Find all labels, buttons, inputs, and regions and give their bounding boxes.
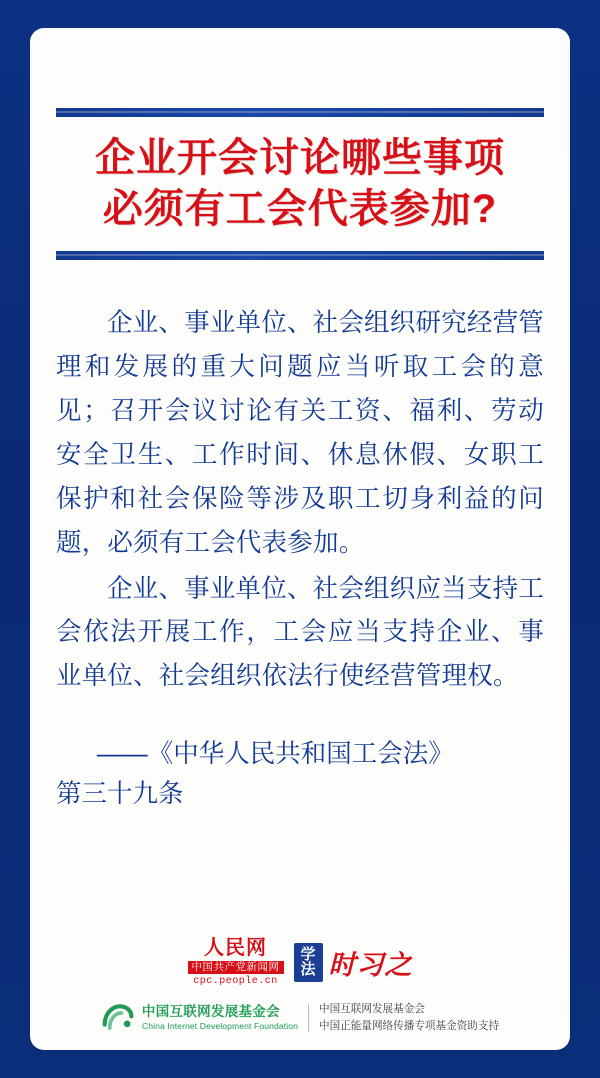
cidf-logo-icon [101,1003,135,1033]
source-line-2: 第三十九条 [56,779,184,808]
poster-card [30,28,570,1050]
shixizhi-text: 时习之 [328,949,413,980]
title-line-2: 必须有工会代表参加? [102,187,498,232]
body-text [56,302,544,701]
xuefa-badge-line-1: 学 [300,945,316,963]
source-line-1: ——《中华人民共和国工会法》 [96,740,454,769]
page-title [56,133,544,235]
source-citation [56,735,544,814]
paragraph-2: 企业、事业单位、社会组织应当支持工会依法开展工作，工会应当支持企业、事业单位、社会组织依法行使经营管理权。 [56,574,544,691]
people-cn-logo[interactable] [188,938,284,988]
logo-row-primary [56,938,544,988]
cidf-logo-text [142,1004,309,1032]
logo-area [56,930,544,1034]
title-divider-top [56,108,544,117]
xuefa-shixizhi-logo[interactable] [294,943,413,983]
title-block [56,94,544,276]
support-line-1: 中国互联网发展基金会 [319,1003,425,1016]
people-cn-badge: 中国共产党新闻网 [188,961,284,975]
title-divider-bottom [56,251,544,260]
support-line-2: 中国正能量网络传播专项基金资助支持 [319,1019,500,1032]
xuefa-badge [294,943,323,983]
logo-row-secondary [56,1001,544,1034]
cidf-name-en: China Internet Development Foundation [141,1021,298,1032]
title-line-1: 企业开会讨论哪些事项 [95,136,505,180]
xuefa-badge-line-2: 法 [300,961,316,979]
paragraph-1: 企业、事业单位、社会组织研究经营管理和发展的重大问题应当听取工会的意见；召开会议讨论有关工资、福利、劳动安全卫生、工作时间、休息休假、女职工保护和社会保险等涉及职工切身利益的问题，必须有工会代表参加。 [56,309,544,557]
cidf-name-cn: 中国互联网发展基金会 [141,1003,280,1019]
people-cn-url: cpc.people.cn [193,976,278,988]
support-text [309,1001,499,1034]
people-cn-name: 人民网 [204,936,267,959]
